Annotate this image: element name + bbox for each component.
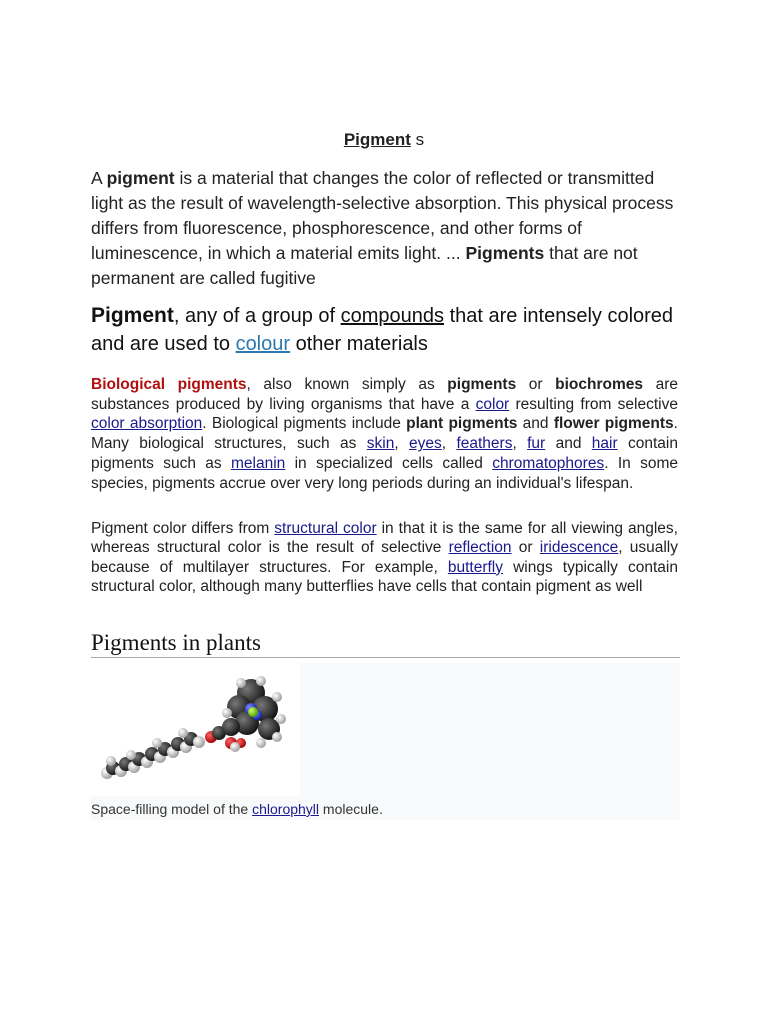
bold-term: pigments xyxy=(447,376,517,393)
text: Space-filling model of the xyxy=(91,801,253,817)
bold-term: pigment xyxy=(106,168,175,188)
title-suffix: s xyxy=(410,130,425,149)
fur-link[interactable]: fur xyxy=(527,435,546,453)
text: or xyxy=(511,539,540,557)
text: and xyxy=(545,435,592,453)
text: contain pigments such as xyxy=(91,435,678,472)
page-title xyxy=(0,130,768,150)
iridescence-link[interactable]: iridescence xyxy=(539,539,619,557)
text: other materials xyxy=(290,333,428,355)
text: , xyxy=(512,435,528,453)
bold-term: Pigments xyxy=(465,243,545,263)
chlorophyll-link[interactable]: chlorophyll xyxy=(252,801,320,817)
text: in that it is the same for all viewing angles, whereas structural color is the result of selective xyxy=(91,520,678,557)
bold-term: flower pigments xyxy=(553,415,674,433)
section-heading: Pigments in plants xyxy=(91,630,261,655)
bold-term: Pigment xyxy=(91,304,174,327)
skin-link[interactable]: skin xyxy=(366,435,395,453)
molecule-illustration xyxy=(91,663,300,796)
text: Pigment color differs from xyxy=(91,520,275,537)
text: is a material that changes the color of reflected or transmitted light as the result of wavelength-selective absorption. This physical process differs from fluorescence, phosphorescence, and other forms of luminescence, in which a material emits light. ... xyxy=(91,168,674,263)
text: , xyxy=(394,435,410,453)
text: that are not permanent are called fugitive xyxy=(91,243,638,288)
text: , also known simply as xyxy=(246,376,448,393)
biological-pigments-paragraph xyxy=(91,375,678,493)
text: in specialized cells called xyxy=(285,454,493,472)
chromatophores-link[interactable]: chromatophores xyxy=(492,454,605,472)
text: wings typically contain structural color, although many butterflies have cells that contain pigment as well xyxy=(91,558,678,595)
title-bold: Pigment xyxy=(343,130,411,149)
text: are substances produced by living organisms that have a xyxy=(91,376,678,413)
text: . Biological pigments include xyxy=(202,415,407,433)
melanin-link[interactable]: melanin xyxy=(231,454,286,472)
figure-caption xyxy=(91,801,383,817)
text: or xyxy=(516,376,556,393)
bold-term: biochromes xyxy=(555,376,644,393)
text: , usually because of multilayer structures. For example, xyxy=(91,539,678,576)
bold-term: plant pigments xyxy=(406,415,518,433)
text: molecule. xyxy=(319,801,383,817)
hair-link[interactable]: hair xyxy=(591,435,618,453)
heading-rule xyxy=(91,657,680,658)
butterfly-link[interactable]: butterfly xyxy=(447,558,503,576)
structural-color-link[interactable]: structural color xyxy=(274,520,377,537)
definition-paragraph xyxy=(91,302,681,358)
structural-color-paragraph xyxy=(91,519,678,596)
colour-link[interactable]: colour xyxy=(235,333,291,355)
color-link[interactable]: color xyxy=(475,395,510,413)
intro-paragraph xyxy=(91,166,681,291)
phytol-tail xyxy=(101,728,205,779)
reflection-link[interactable]: reflection xyxy=(448,539,512,557)
color-absorption-link[interactable]: color absorption xyxy=(91,415,203,433)
text: , xyxy=(441,435,457,453)
text: . Many biological structures, such as xyxy=(91,415,678,453)
text: , any of a group of xyxy=(173,305,341,327)
text: that are intensely colored and are used to xyxy=(91,305,674,355)
compounds-link[interactable]: compounds xyxy=(340,305,445,327)
eyes-link[interactable]: eyes xyxy=(409,435,442,453)
text: . In some species, pigments accrue over very long periods during an individual's lifespan. xyxy=(91,454,678,492)
text: and xyxy=(517,415,554,433)
chlorophyll-molecule-image[interactable] xyxy=(91,663,300,796)
feathers-link[interactable]: feathers xyxy=(456,435,513,453)
highlight-term: Biological pigments xyxy=(91,376,247,393)
text: resulting from selective xyxy=(509,395,678,413)
text: A xyxy=(91,168,107,188)
